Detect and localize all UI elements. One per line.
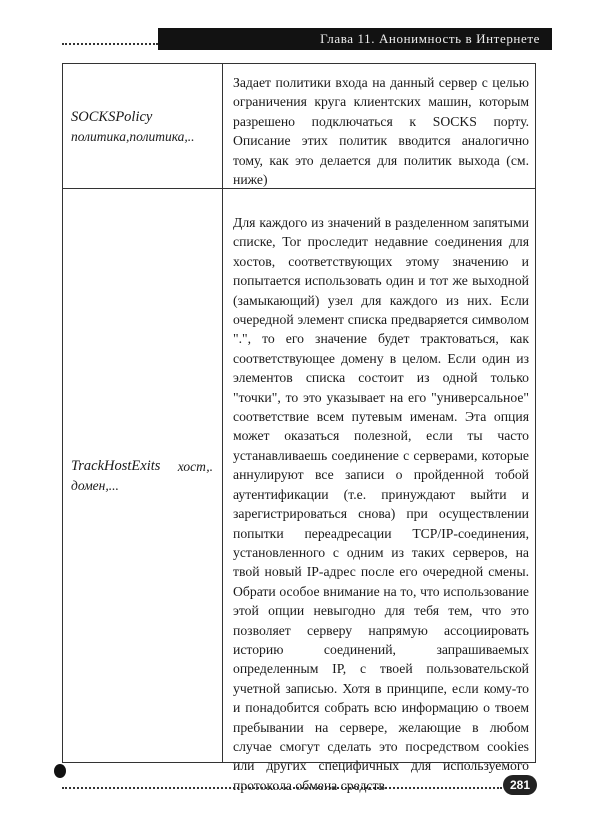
footer-dotted-rule (62, 787, 502, 789)
description-text: Для каждого из значений в разделенном запятыми списке, Tor проследит недавние соединения для хостов, соответствующих этому значению и попытается использовать один и тот же выходной (замыкающий) узел для каждого из них. Если очередной элемент списка предваряется символом ".", то его значение будет трактоваться, как соответствующее домену в целом. Если один из элементов списка состоит из одной только "точки", то это указывает на его "универсальное" соответствие всем путевым именам. Эта опция может оказаться полезной, если ты часто устанавливаешь соединение с серверами, которые аннулируют все записи о пройденной тобой аутентификации (т.е. принуждают выйти и зарегистрироваться снова) при осуществлении попытки переадресации TCP/IP-соединения, установленного с одним из таких серверов, на твой новый IP-адрес после его очередной смены. Обрати особое внимание на то, что использование этой опции невыгодно для тебя тем, что это позволяет серверу напрямую ассоциировать историю соединений, запрашиваемых определенным IP, с твоей пользовательской учетной записью. Хотя в принципе, если кому-то и понадобится собрать всю информацию о твоем пребывании на сервере, желающие в любом случае смогут сделать это посредством cookies или других специфичных для используемого протокола обмена средств (233, 215, 529, 793)
margin-bullet (54, 764, 66, 778)
param-args-continued: домен,... (71, 478, 119, 493)
description-cell (233, 213, 529, 795)
param-cell (71, 108, 213, 146)
chapter-title: Глава 11. Анонимность в Интернете (320, 31, 540, 46)
table-row (63, 64, 535, 189)
param-args: хост,. (177, 459, 213, 474)
header-dotted-rule (62, 43, 158, 45)
page-number: 281 (509, 778, 531, 792)
param-name: SOCKSPolicy (71, 109, 153, 125)
param-name: TrackHostExits (71, 458, 161, 474)
param-args: политика,политика,.. (71, 129, 195, 144)
description-cell (233, 73, 529, 189)
param-cell (71, 457, 213, 495)
description-text: Задает политики входа на данный сервер с целью ограничения круга клиентских машин, которым разрешено подключаться к SOCKS порту. Описание этих политик вводится аналогично тому, как это делается для политик выхода (см. ниже) (233, 75, 529, 188)
chapter-header (158, 28, 552, 50)
page-number-badge (503, 775, 537, 795)
